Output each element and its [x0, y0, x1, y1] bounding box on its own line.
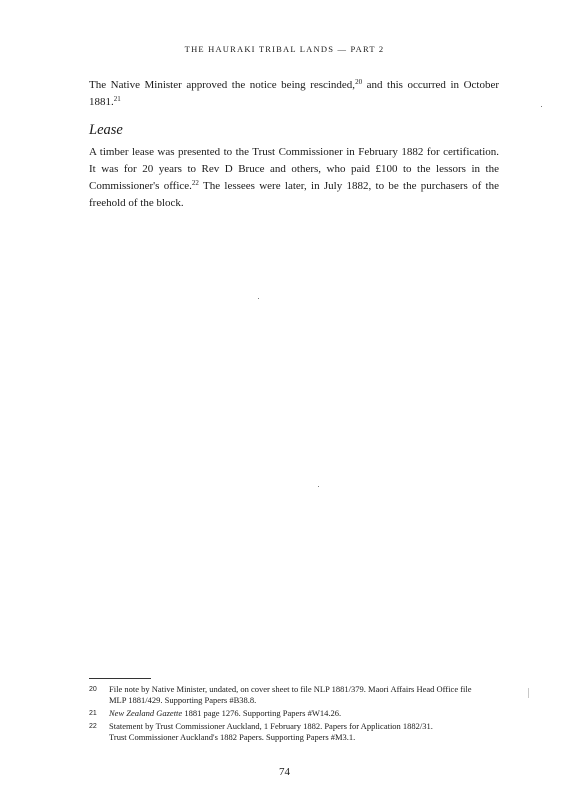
footnote-text: Statement by Trust Commissioner Auckland, 1 February 1882. Papers for Application 1882/31. [109, 721, 433, 731]
scan-mark [528, 688, 529, 698]
footnote-number: 20 [89, 686, 97, 693]
paragraph-text: The Native Minister approved the notice being rescinded, [89, 79, 356, 91]
paragraph-rescinded-notice [89, 77, 499, 111]
paragraph-text: and this occurred in October 1881. [89, 79, 499, 108]
paragraph-text: A timber lease was presented to the Trust Commissioner in February 1882 for certification. It was for 20 years to Rev D Bruce and others, who paid £100 to the lessors in the Commissioner's office. [89, 146, 499, 192]
footnote-italic-title: New Zealand Gazette [109, 708, 183, 718]
footnote-text: 1881 page 1276. Supporting Papers #W14.26. [182, 708, 342, 718]
footnotes [89, 684, 509, 745]
page-number: 74 [279, 766, 290, 778]
footnote-text [109, 708, 509, 719]
footnote-ref-21: 21 [113, 95, 121, 103]
paragraph-text: The lessees were later, in July 1882, to be the purchasers of the freehold of the block. [89, 180, 499, 209]
footnote-22 [89, 721, 509, 743]
footnote-ref-20: 20 [355, 78, 363, 86]
section-heading-lease: Lease [89, 122, 123, 138]
footnote-divider [89, 678, 151, 679]
scan-speck [318, 486, 319, 487]
footnote-number: 22 [89, 723, 97, 730]
footnote-20 [89, 684, 509, 706]
footnote-text: MLP 1881/429. Supporting Papers #B38.8. [109, 695, 257, 705]
footnote-text: Trust Commissioner Auckland's 1882 Papers. Supporting Papers #M3.1. [109, 732, 356, 742]
scan-speck [541, 106, 542, 107]
scan-speck [258, 298, 259, 299]
footnote-ref-22: 22 [191, 179, 199, 187]
running-head: THE HAURAKI TRIBAL LANDS — PART 2 [184, 44, 385, 54]
footnote-number: 21 [89, 710, 97, 717]
footnote-21 [89, 708, 509, 719]
footnote-text: File note by Native Minister, undated, on cover sheet to file NLP 1881/379. Maori Affairs Head Office file [109, 684, 472, 694]
paragraph-timber-lease [89, 144, 499, 212]
